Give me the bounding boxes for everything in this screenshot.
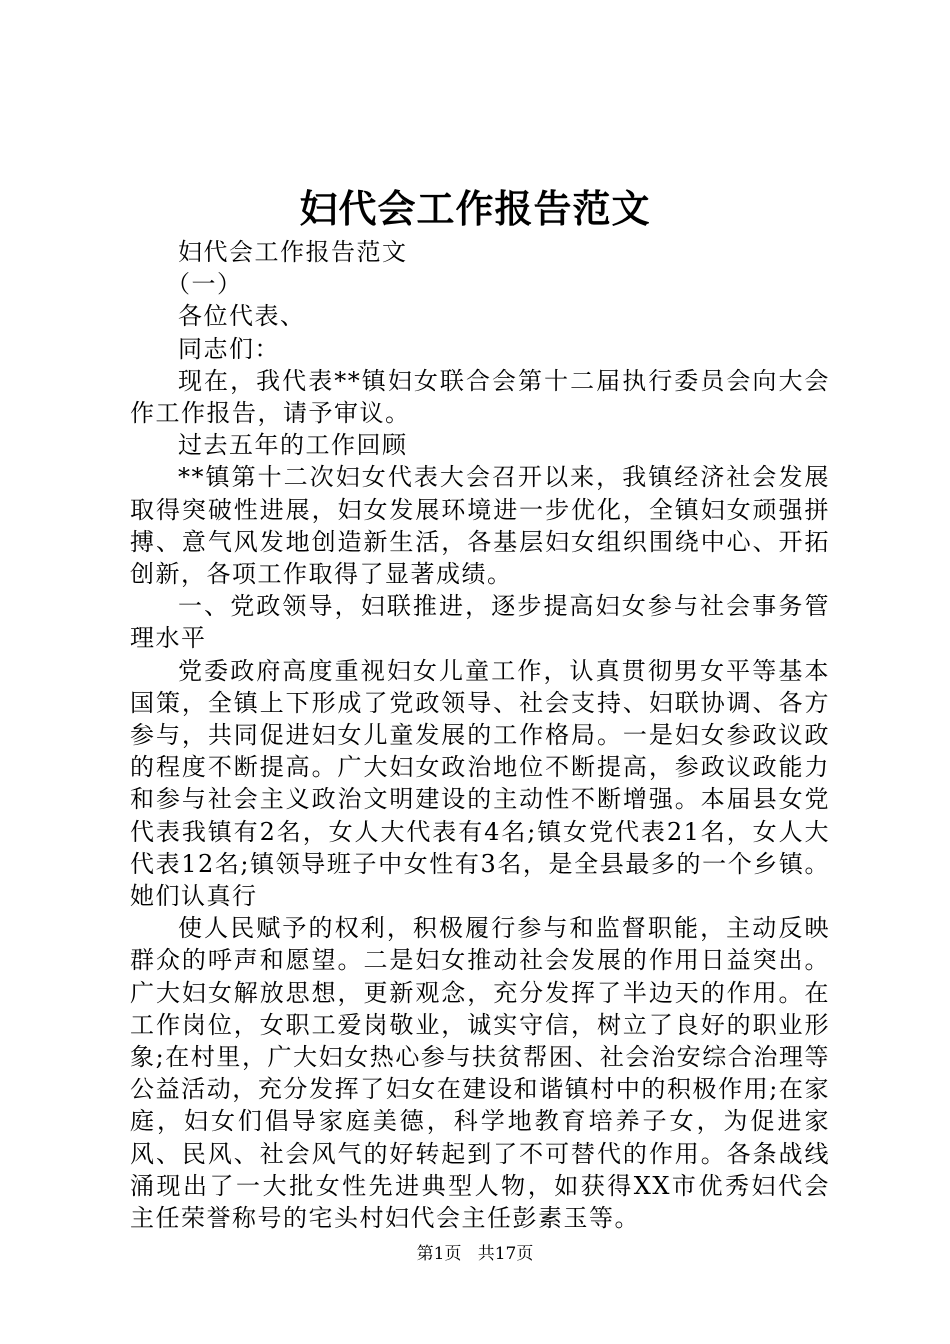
body-paragraph: 各位代表、 <box>178 302 306 331</box>
body-paragraph: **镇第十二次妇女代表大会召开以来，我镇经济社会发展取得突破性进展，妇女发展环境进一步优化，全镇妇女顽强拼搏、意气风发地创造新生活，各基层妇女组织围绕中心、开拓创新，各项工作取得了显著成绩。 <box>130 463 830 589</box>
body-paragraph: 使人民赋予的权利，积极履行参与和监督职能，主动反映群众的呼声和愿望。二是妇女推动社会发展的作用日益突出。广大妇女解放思想，更新观念，充分发挥了半边天的作用。在工作岗位，女职工爱岗敬业，诚实守信，树立了良好的职业形象;在村里，广大妇女热心参与扶贫帮困、社会治安综合治理等公益活动，充分发挥了妇女在建设和谐镇村中的积极作用;在家庭，妇女们倡导家庭美德，科学地教育培养子女，为促进家风、民风、社会风气的好转起到了不可替代的作用。各条战线涌现出了一大批女性先进典型人物，如获得XX市优秀妇代会主任荣誉称号的宅头村妇代会主任彭素玉等。 <box>130 914 830 1233</box>
body-paragraph: （一） <box>166 270 243 299</box>
page-footer <box>0 1243 950 1265</box>
body-paragraph: 过去五年的工作回顾 <box>178 431 408 460</box>
body-paragraph: 党委政府高度重视妇女儿童工作，认真贯彻男女平等基本国策，全镇上下形成了党政领导、社会支持、妇联协调、各方参与，共同促进妇女儿童发展的工作格局。一是妇女参政议政的程度不断提高。广大妇女政治地位不断提高，参政议政能力和参与社会主义政治文明建设的主动性不断增强。本届县女党代表我镇有2名，女人大代表有4名;镇女党代表21名，女人大代表12名;镇领导班子中女性有3名，是全县最多的一个乡镇。她们认真行 <box>130 656 830 911</box>
body-paragraph: 妇代会工作报告范文 <box>178 238 408 266</box>
total-pages: 共17页 <box>477 1244 534 1264</box>
body-paragraph: 同志们： <box>178 334 280 363</box>
document-body <box>130 236 830 1234</box>
body-paragraph: 现在，我代表**镇妇女联合会第十二届执行委员会向大会作工作报告，请予审议。 <box>130 366 830 428</box>
page-number: 第1页 <box>416 1244 462 1264</box>
section-heading: 一、党政领导，妇联推进，逐步提高妇女参与社会事务管理水平 <box>130 592 830 653</box>
document-title: 妇代会工作报告范文 <box>299 186 651 231</box>
footer-spacer <box>467 1244 472 1264</box>
